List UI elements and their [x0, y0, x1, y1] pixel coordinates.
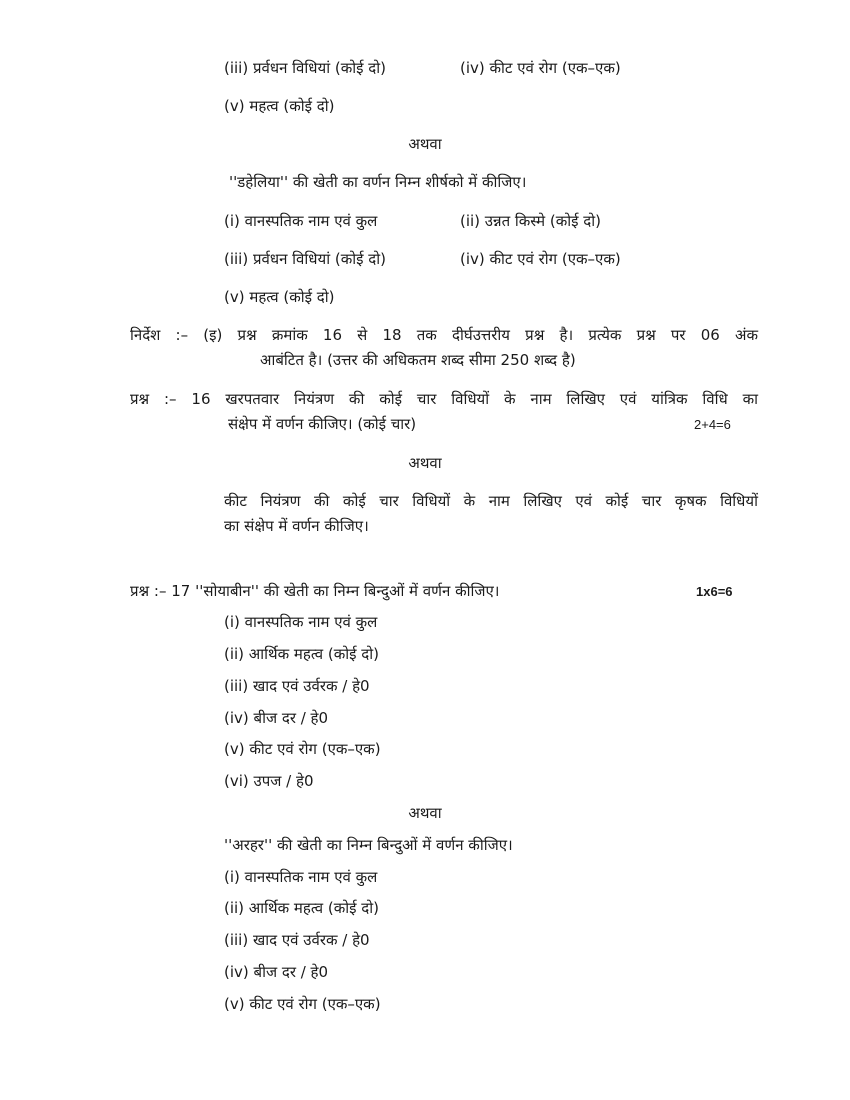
- marks-label: 1x6=6: [696, 584, 733, 599]
- question-16: प्रश्न :– 16 खरपतवार नियंत्रण की कोई चार विधियों के नाम लिखिए एवं यांत्रिक विधि का: [130, 390, 758, 408]
- list-item: (iv) कीट एवं रोग (एक–एक): [460, 59, 621, 77]
- list-item: (ii) आर्थिक महत्व (कोई दो): [224, 645, 380, 663]
- or-divider: अथवा: [408, 454, 442, 472]
- question-heading: ''डहेलिया'' की खेती का वर्णन निम्न शीर्षको में कीजिए।: [229, 173, 527, 191]
- question-16-alt-cont: का संक्षेप में वर्णन कीजिए।: [224, 517, 369, 535]
- list-item: (iv) कीट एवं रोग (एक–एक): [460, 250, 621, 268]
- list-item: (iii) प्रर्वधन विधियां (कोई दो): [224, 250, 386, 268]
- marks-label: 2+4=6: [694, 417, 731, 432]
- list-item: (i) वानस्पतिक नाम एवं कुल: [224, 868, 378, 886]
- list-item: (ii) आर्थिक महत्व (कोई दो): [224, 899, 380, 917]
- list-item: (v) महत्व (कोई दो): [224, 97, 335, 115]
- list-item: (iii) खाद एवं उर्वरक / हे0: [224, 931, 370, 949]
- list-item: (i) वानस्पतिक नाम एवं कुल: [224, 613, 378, 631]
- question-17: प्रश्न :– 17 ''सोयाबीन'' की खेती का निम्न बिन्दुओं में वर्णन कीजिए।: [130, 582, 500, 600]
- list-item: (vi) उपज / हे0: [224, 772, 314, 790]
- list-item: (ii) उन्नत किस्मे (कोई दो): [460, 212, 601, 230]
- list-item: (v) महत्व (कोई दो): [224, 288, 335, 306]
- question-16-cont: संक्षेप में वर्णन कीजिए। (कोई चार): [228, 415, 417, 433]
- or-divider: अथवा: [408, 804, 442, 822]
- instruction-line: निर्देश :– (इ) प्रश्न क्रमांक 16 से 18 तक दीर्घउत्तरीय प्रश्न है। प्रत्येक प्रश्न पर 06 अंक: [130, 326, 758, 344]
- instruction-line: आबंटित है। (उत्तर की अधिकतम शब्द सीमा 250 शब्द है): [260, 351, 576, 369]
- list-item: (iv) बीज दर / हे0: [224, 963, 329, 981]
- question-16-alt: कीट नियंत्रण की कोई चार विधियों के नाम लिखिए एवं कोई चार कृषक विधियों: [224, 492, 758, 510]
- question-heading: ''अरहर'' की खेती का निम्न बिन्दुओं में वर्णन कीजिए।: [224, 836, 513, 854]
- list-item: (v) कीट एवं रोग (एक–एक): [224, 740, 381, 758]
- list-item: (iii) खाद एवं उर्वरक / हे0: [224, 677, 370, 695]
- list-item: (v) कीट एवं रोग (एक–एक): [224, 995, 381, 1013]
- or-divider: अथवा: [408, 135, 442, 153]
- list-item: (iv) बीज दर / हे0: [224, 709, 329, 727]
- list-item: (iii) प्रर्वधन विधियां (कोई दो): [224, 59, 386, 77]
- list-item: (i) वानस्पतिक नाम एवं कुल: [224, 212, 378, 230]
